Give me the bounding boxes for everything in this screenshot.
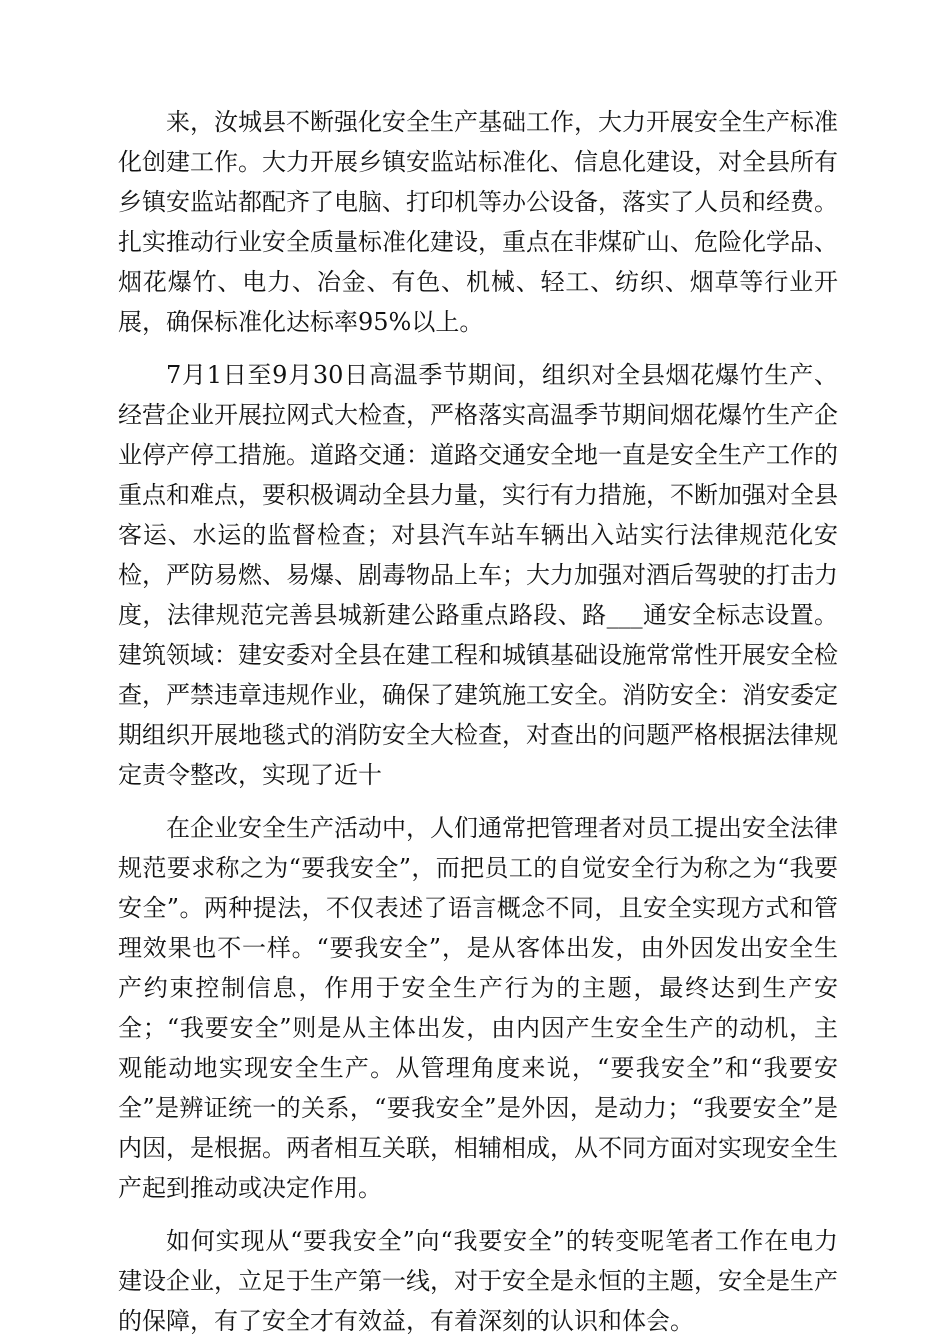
paragraph-1: 来，汝城县不断强化安全生产基础工作，大力开展安全生产标准化创建工作。大力开展乡镇安监站标准化、信息化建设，对全县所有乡镇安监站都配齐了电脑、打印机等办公设备，落实了人员和经费。扎实推动行业安全质量标准化建设，重点在非煤矿山、危险化学品、烟花爆竹、电力、冶金、有色、机械、轻工、纺织、烟草等行业开展，确保标准化达标率95%以上。 (118, 108, 838, 336)
paragraph-4: 如何实现从“要我安全”向“我要安全”的转变呢笔者工作在电力建设企业，立足于生产第一线，对于安全是永恒的主题，安全是生产的保障，有了安全才有效益，有着深刻的认识和体会。 (118, 1227, 838, 1335)
document-body (118, 102, 838, 1341)
paragraph-2: 7月1日至9月30日高温季节期间，组织对全县烟花爆竹生产、经营企业开展拉网式大检查，严格落实高温季节期间烟花爆竹生产企业停产停工措施。道路交通：道路交通安全地一直是安全生产工作的重点和难点，要积极调动全县力量，实行有力措施，不断加强对全县客运、水运的监督检查；对县汽车站车辆出入站实行法律规范化安检，严防易燃、易爆、剧毒物品上车；大力加强对酒后驾驶的打击力度，法律规范完善县城新建公路重点路段、路___通安全标志设置。建筑领域：建安委对全县在建工程和城镇基础设施常常性开展安全检查，严禁违章违规作业，确保了建筑施工安全。消防安全：消安委定期组织开展地毯式的消防安全大检查，对查出的问题严格根据法律规定责令整改，实现了近十 (118, 361, 838, 789)
paragraph-3: 在企业安全生产活动中，人们通常把管理者对员工提出安全法律规范要求称之为“要我安全”，而把员工的自觉安全行为称之为“我要安全”。两种提法，不仅表述了语言概念不同，且安全实现方式和管理效果也不一样。“要我安全”，是从客体出发，由外因发出安全生产约束控制信息，作用于安全生产行为的主题，最终达到生产安全；“我要安全”则是从主体出发，由内因产生安全生产的动机，主观能动地实现安全生产。从管理角度来说，“要我安全”和“我要安全”是辨证统一的关系，“要我安全”是外因，是动力；“我要安全”是内因，是根据。两者相互关联，相辅相成，从不同方面对实现安全生产起到推动或决定作用。 (118, 814, 838, 1202)
